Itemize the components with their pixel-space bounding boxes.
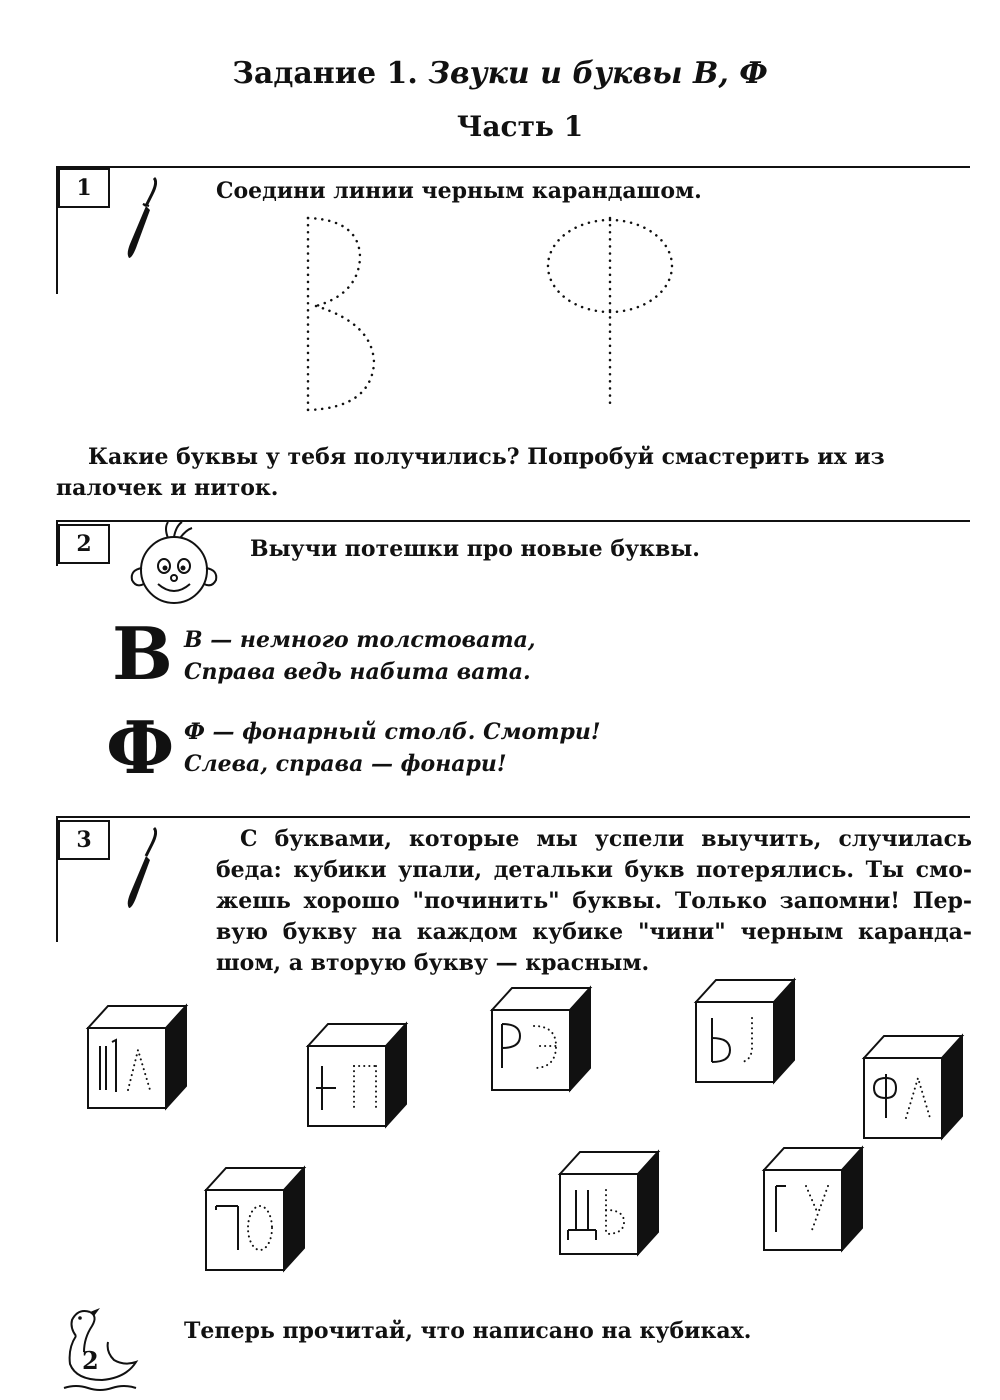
task1-question: Какие буквы у тебя получились? Попробуй смастерить их из палочек и ниток. bbox=[56, 444, 885, 501]
footer-instruction: Теперь прочитай, что написано на кубиках. bbox=[184, 1318, 752, 1344]
poem-f bbox=[184, 716, 601, 780]
title-topic: Звуки и буквы В, Ф bbox=[428, 56, 768, 91]
title-prefix: Задание 1. bbox=[232, 56, 418, 91]
poem-v bbox=[184, 624, 536, 688]
poem-v-line2: Справа ведь набита вата. bbox=[184, 659, 531, 685]
task2-number: 2 bbox=[58, 524, 110, 564]
face-icon bbox=[124, 518, 224, 606]
task2-instruction: Выучи потешки про новые буквы. bbox=[250, 536, 700, 562]
letter-cube bbox=[762, 1144, 868, 1252]
task3-top-rule bbox=[56, 816, 970, 818]
task3-number: 3 bbox=[58, 820, 110, 860]
poem-v-line1: В — немного толстовата, bbox=[184, 627, 536, 653]
page-title bbox=[0, 56, 1000, 91]
page-number: 2 bbox=[82, 1346, 99, 1375]
dotted-letter-v bbox=[290, 214, 390, 414]
task3-text: С буквами, которые мы успели выучить, случилась беда: кубики упали, детальки букв потерялись. Ты смо-жешь хорошо "починить" буквы. Только запомни! Пер-вую букву на каждом кубике "чини" черным каранда-шом, а вторую букву — красным. bbox=[216, 826, 972, 976]
poem-letter-f: Ф bbox=[106, 705, 175, 790]
task1-number: 1 bbox=[58, 168, 110, 208]
poem-f-line2: Слева, справа — фонари! bbox=[184, 751, 507, 777]
paintbrush-icon bbox=[124, 826, 164, 912]
dotted-letter-f bbox=[540, 214, 680, 414]
letter-cube bbox=[862, 1032, 968, 1140]
letter-cube bbox=[694, 976, 800, 1084]
task1-top-rule bbox=[56, 166, 970, 168]
letter-cube bbox=[306, 1020, 412, 1128]
task1-instruction: Соедини линии черным карандашом. bbox=[216, 178, 702, 204]
letter-cube bbox=[490, 984, 596, 1092]
paintbrush-icon bbox=[124, 176, 164, 262]
part-heading: Часть 1 bbox=[456, 110, 584, 143]
swan-icon bbox=[62, 1306, 142, 1394]
poem-f-line1: Ф — фонарный столб. Смотри! bbox=[184, 719, 601, 745]
letter-cube bbox=[558, 1148, 664, 1256]
poem-letter-v: В bbox=[112, 611, 173, 696]
letter-cube bbox=[204, 1164, 310, 1272]
letter-cube bbox=[86, 1002, 192, 1110]
